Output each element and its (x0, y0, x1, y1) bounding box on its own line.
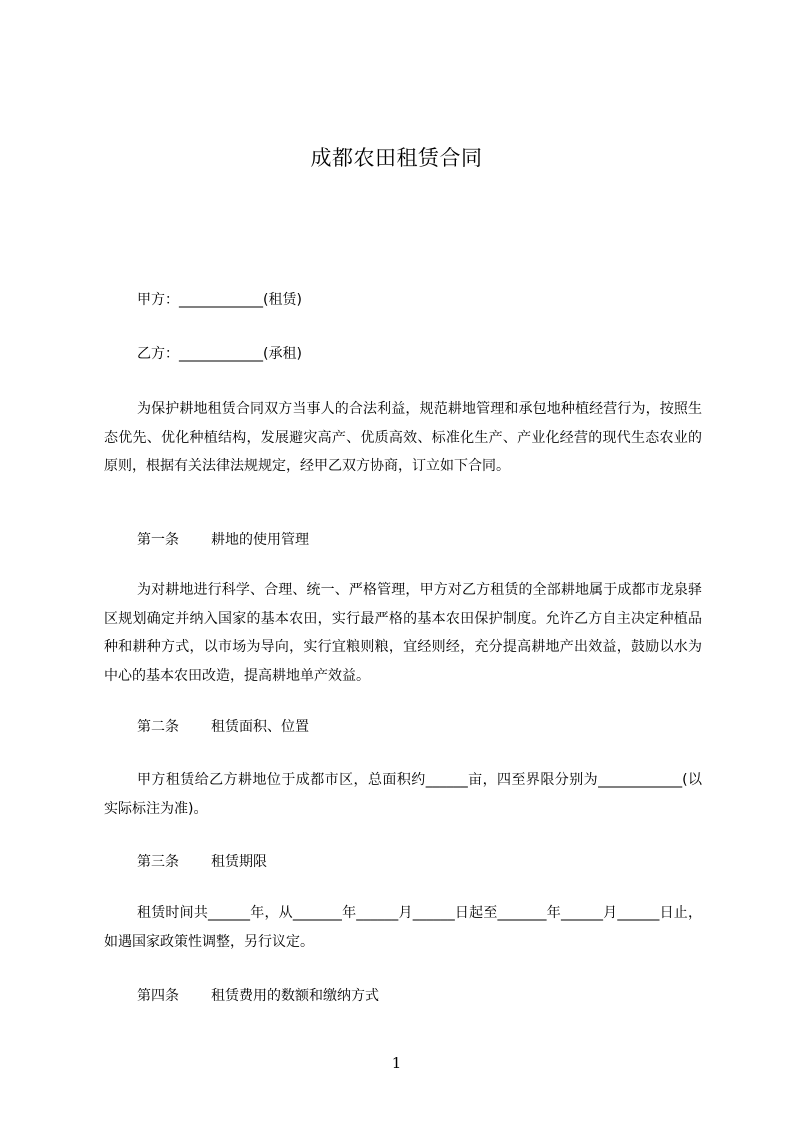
preamble-paragraph: 为保护耕地租赁合同双方当事人的合法利益，规范耕地管理和承包地种植经营行为，按照生态优先、优化种植结构，发展避灾高产、优质高效、标准化生产、产业化经营的现代生态农业的原则，根据有关法律法规规定，经甲乙双方协商，订立如下合同。 (104, 401, 702, 475)
article-4-heading (137, 982, 379, 1010)
article-2-name: 租赁面积、位置 (211, 719, 309, 735)
party-a-line: 甲方：____________(租赁) (137, 292, 302, 308)
article-2-body: 甲方租赁给乙方耕地位于成都市区，总面积约______亩，四至界限分别为____________(以实际标注为准)。 (104, 772, 702, 817)
article-3-name: 租赁期限 (211, 854, 267, 870)
article-4-name: 租赁费用的数额和缴纳方式 (211, 988, 379, 1004)
article-1-heading (137, 526, 309, 554)
document-title: 成都农田租赁合同 (310, 146, 483, 170)
article-3-number: 第三条 (137, 854, 179, 870)
article-2-heading (137, 713, 309, 741)
party-b-line: 乙方：____________(承租) (137, 346, 302, 362)
article-4-number: 第四条 (137, 988, 179, 1004)
article-1-body: 为对耕地进行科学、合理、统一、严格管理，甲方对乙方租赁的全部耕地属于成都市龙泉驿区规划确定并纳入国家的基本农田，实行最严格的基本农田保护制度。允许乙方自主决定种植品种和耕种方式，以市场为导向，实行宜粮则粮，宜经则经，充分提高耕地产出效益，鼓励以水为中心的基本农田改造，提高耕地单产效益。 (104, 582, 702, 685)
page-number: 1 (391, 1054, 402, 1072)
article-3-heading (137, 848, 267, 876)
article-3-body: 租赁时间共______年，从_______年______月______日起至_______年______月______日止，如遇国家政策性调整，另行议定。 (104, 905, 702, 950)
article-1-number: 第一条 (137, 532, 179, 548)
article-2-number: 第二条 (137, 719, 179, 735)
article-1-name: 耕地的使用管理 (211, 532, 309, 548)
